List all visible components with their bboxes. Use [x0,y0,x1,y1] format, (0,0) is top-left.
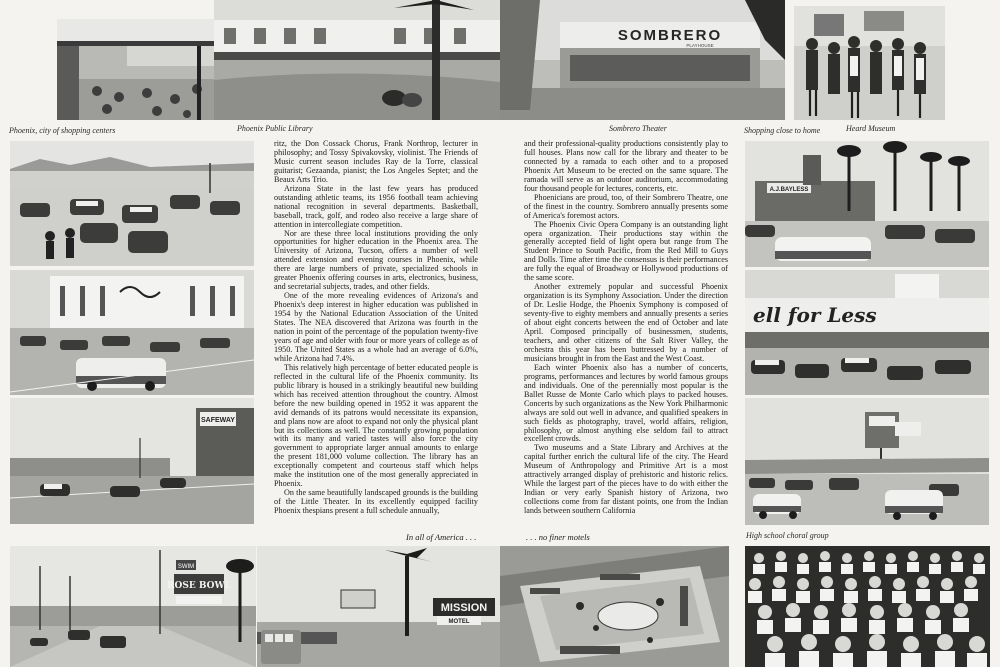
caption-choral-group: High school choral group [746,531,829,540]
photo-goldwaters-store [10,270,254,395]
photo-safeway-street [10,398,254,524]
photo-parking-lot [10,141,254,266]
motel-sign: MOTEL [448,619,470,625]
col2-paragraph: Each winter Phoenix also has a number of concerts, programs, performances and lectures by world famous groups and individuals. One of the perennially most popular is the Ballet Russe de Monte Carlo which plays to packed houses. Concerts by such organizations as the New York Philharmonic always are sold out well in advance, and qualified speakers in such fields as photography, travel, world affairs, religion, philosophy, or almost anything else seldom fail to attract excellent crowds. [524,362,728,444]
photo-mission-motel [257,546,500,667]
photo-sombrero-theater [500,0,785,120]
col1-paragraph: Nor are these three local institutions providing the only opportunities for higher education in the Phoenix area. The University of Arizona, Tucson, offers a number of well attended extension and evening courses in Phoenix, while there are large numbers of private, specialized schools in greater Phoenix offering courses in arts, electronics, business, and secretarial subjects, trades, and other fields. [274,228,478,292]
photo-bayless-market [745,141,989,267]
col1-paragraph: ritz, the Don Cossack Chorus, Frank Northrop, lecturer in philosophy; and Tossy Spivakovsky, violinist. The Friends of Music current season includes Ray de la Torre, classical guitarist; Gezaanda, pianist; the Los Angeles Septet; and the Beaux Arts Trio. [274,139,478,184]
caption-shopping-home: Shopping close to home [744,126,821,135]
playhouse-sign: PLAYHOUSE [686,43,714,48]
col1-paragraph: This relatively high percentage of better educated people is reflected in the cultural life of the Phoenix community. Its public library is housed in a strikingly beautiful new building which has received attention throughout the country. Almost before the new building opened in 1952 it was apparent the avid demands of its patrons would necessitate its expansion, and plans now are afoot to expand not only the physical plant but its collections as well. The constantly growing population with its many and varied tastes will also force the city government to appropriate larger annual amounts to enlarge the present 181,000 volume collection. The library has an exceptionally competent and courteous staff which helps make the institution one of the most generally appreciated in Phoenix. [274,362,478,489]
caption-heard-museum: Heard Museum [846,124,896,133]
col1-paragraph: Arizona State in the last few years has produced outstanding athletic teams, its 1956 football team achieving national recognition in several departments. Basketball, baseball, track, golf, and rodeo also receive a large share of attention in intercollegiate competition. [274,183,478,229]
sombrero-sign: SOMBRERO [617,27,723,44]
col2-paragraph: and their professional-quality productions consistently play to full houses. Plans now call for the library and theater to be connected by a ramada to each other and to a proposed Phoenix Art Museum to be erected on the same square. The ramada will serve as an outdoor auditorium, accommodating four thousand people for lectures, concerts, etc. [524,139,728,193]
safeway-sign: SAFEWAY [201,417,235,424]
photo-drive-in-street [745,398,989,525]
col1-paragraph: One of the more revealing evidences of Arizona's and Phoenix's deep interest in higher education was published in 1954 by the National Education Association of the United States. The NEA discovered that Arizona was fourth in the nation in point of the percentage of the population twenty-five years of age and older with four or more years of college as of 1950. The United States as a whole had an average of 6.0%, while Arizona had 7.4%. [274,291,478,363]
caption-library: Phoenix Public Library [237,124,313,133]
photo-rose-bowl-motel [10,546,256,667]
photo-heard-museum [794,6,945,120]
mission-sign: MISSION [440,602,488,614]
col2-paragraph: Another extremely popular and successful Phoenix organization is its Symphony Association. Under the direction of Dr. Leslie Hodge, the Phoenix Symphony is composed of seventy-five to eighty members and annually presents a series of about eight concerts between the end of October and late April. Composed principally of businessmen, students, teachers, and other citizens of the Salt River Valley, the orchestra this year has been buttressed by a number of musicians brought in from the East and the West Coast. [524,282,728,363]
running-head-america: In all of America . . . [406,532,477,542]
sell-for-less-sign: ell for Less [753,303,877,327]
col2-paragraph: Two museums and a State Library and Archives at the capital further enrich the cultural life of the city. The Heard Museum of Anthropology and Primitive Art is a most attractively arranged display of prehistoric and historic relics. While the largest part of the pieces have to do with either the Indian or very early Spanish history of Arizona, two collections come from far distant points, one from the Indian lands between southern California [524,443,728,516]
photo-motel-aerial [500,546,729,667]
col2-paragraph: Phoenicians are proud, too, of their Sombrero Theatre, one of the finest in the country. Sombrero annually presents some of America's foremost actors. [524,192,728,220]
bayless-sign: A.J.BAYLESS [769,187,809,193]
caption-sombrero: Sombrero Theater [609,124,667,133]
article-column-2 [524,140,728,516]
running-head-motels: . . . no finer motels [526,532,590,542]
photo-shopping-patio [57,19,214,120]
photo-sell-for-less [745,270,989,395]
article-column-1 [274,140,478,516]
rose-bowl-sign: ROSE BOWL [167,581,231,591]
photo-choral-group [745,546,990,667]
col1-paragraph: On the same beautifully landscaped grounds is the building of the Little Theater. In its excellently equipped facility Phoenix thespians present a full schedule annually, [274,488,478,516]
photo-public-library [214,0,500,120]
swim-sign: SWIM [177,564,195,570]
col2-paragraph: The Phoenix Civic Opera Company is an outstanding light opera organization. Their productions stay within the generally accepted field of light opera but range from The Student Prince to South Pacific, from the Red Mill to Guys and Dolls. Time after time the consensus is their performances are fully the equal of Broadway or Hollywood productions of the same score. [524,219,728,283]
caption-shopping-centers: Phoenix, city of shopping centers [9,126,116,135]
